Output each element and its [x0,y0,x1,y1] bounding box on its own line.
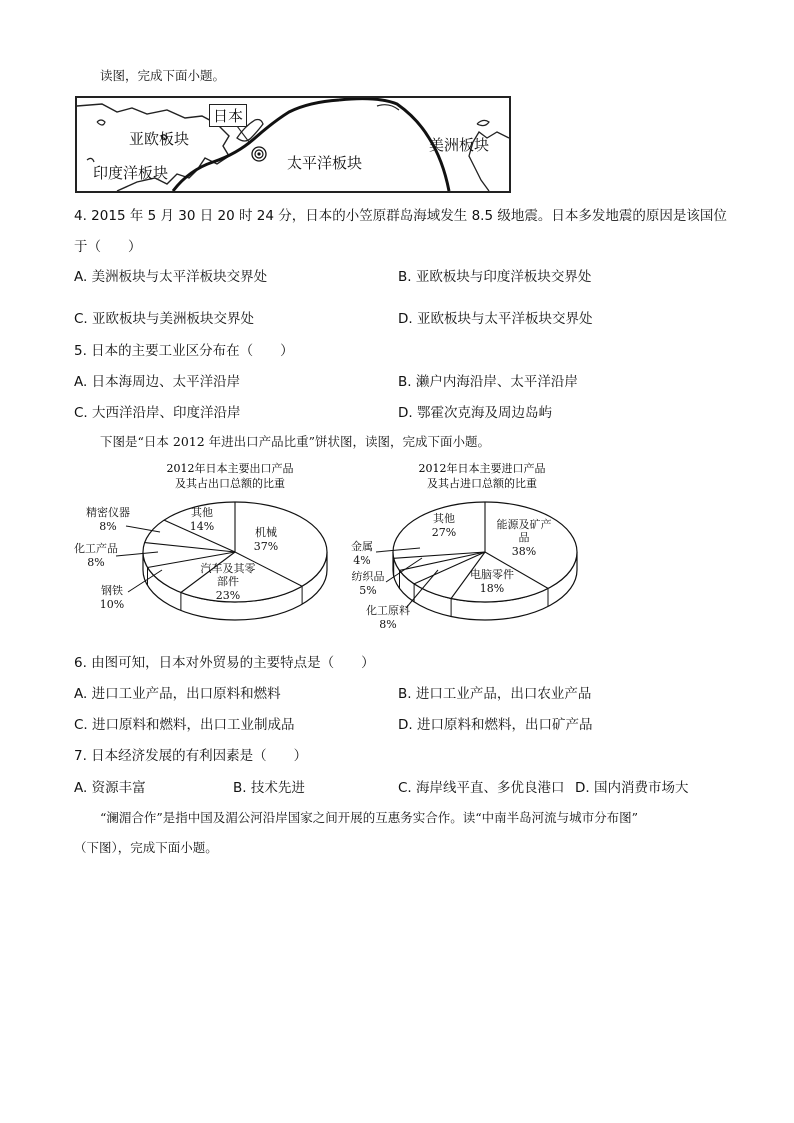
export-pie [143,502,327,620]
export-label-machinery-pct: 37% [253,540,279,553]
import-label-metal-pct: 4% [353,554,371,567]
q5-option-a[interactable]: A. 日本海周边、太平洋沿岸 [74,374,241,390]
import-label-other: 其他 [433,512,455,525]
import-chart-subtitle: 及其占进口总额的比重 [427,477,537,490]
q7-option-d[interactable]: D. 国内消费市场大 [575,780,689,796]
q5-option-b[interactable]: B. 濑户内海沿岸、太平洋沿岸 [398,374,578,390]
q6-option-a[interactable]: A. 进口工业产品，出口原料和燃料 [74,686,281,702]
intro-text-3-line2: （下图），完成下面小题。 [74,840,218,855]
import-label-textile-pct: 5% [359,584,377,597]
import-label-textile: 纺织品 [351,570,385,583]
import-label-energy-2: 品 [518,531,530,544]
export-label-chem: 化工产品 [74,542,118,555]
export-label-auto: 汽车及其零 [200,562,256,575]
q6-option-b[interactable]: B. 进口工业产品，出口农业产品 [398,686,592,702]
import-label-chemraw: 化工原料 [366,604,410,617]
q4-stem-line1: 4. 2015 年 5 月 30 日 20 时 24 分，日本的小笠原群岛海域发生 8.5 级地震。日本多发地震的原因是该国位 [74,208,727,224]
plate-map [75,96,511,193]
intro-text-2: 下图是“日本 2012 年进出口产品比重”饼状图，读图，完成下面小题。 [100,434,491,449]
import-label-energy-pct: 38% [511,545,537,558]
export-label-steel-pct: 10% [99,598,125,611]
q7-option-c[interactable]: C. 海岸线平直、多优良港口 [398,780,565,796]
q4-option-c[interactable]: C. 亚欧板块与美洲板块交界处 [74,311,255,327]
q4-option-a[interactable]: A. 美洲板块与太平洋板块交界处 [74,269,268,285]
q5-stem: 5. 日本的主要工业区分布在（ ） [74,343,294,359]
import-chart-title: 2012年日本主要进口产品 [418,462,546,475]
map-label-japan: 日本 [209,104,247,127]
export-chart-title: 2012年日本主要出口产品 [166,462,294,475]
map-label-indian: 印度洋板块 [93,164,169,182]
plate-boundary-west [173,100,339,191]
intro-text-3-line1: “澜湄合作”是指中国及湄公河沿岸国家之间开展的互惠务实合作。读“中南半岛河流与城市分布图” [100,810,639,825]
export-label-auto-2: 部件 [217,575,239,588]
map-label-america: 美洲板块 [429,136,490,154]
import-label-metal: 金属 [351,540,373,553]
q4-option-b[interactable]: B. 亚欧板块与印度洋板块交界处 [398,269,592,285]
q7-stem: 7. 日本经济发展的有利因素是（ ） [74,748,308,764]
q6-stem: 6. 由图可知，日本对外贸易的主要特点是（ ） [74,655,375,671]
export-label-precision-pct: 8% [99,520,117,533]
pie-charts [60,452,600,642]
import-label-chemraw-pct: 8% [379,618,397,631]
intro-text-1: 读图，完成下面小题。 [100,68,226,83]
island-outline [97,120,105,125]
epicenter-icon-dot [257,152,260,155]
q7-option-b[interactable]: B. 技术先进 [233,780,305,796]
export-label-other-pct: 14% [189,520,215,533]
q6-option-c[interactable]: C. 进口原料和燃料，出口工业制成品 [74,717,295,733]
q4-option-d[interactable]: D. 亚欧板块与太平洋板块交界处 [398,311,593,327]
map-label-eurasia: 亚欧板块 [129,130,190,148]
import-label-computer-pct: 18% [479,582,505,595]
export-label-other: 其他 [191,506,213,519]
q7-option-a[interactable]: A. 资源丰富 [74,780,146,796]
import-label-energy: 能源及矿产 [496,518,552,531]
import-label-other-pct: 27% [431,526,457,539]
q4-stem-line2: 于（ ） [74,239,142,255]
export-label-steel: 钢铁 [101,584,123,597]
export-label-chem-pct: 8% [87,556,105,569]
aleutian-arc [377,105,399,110]
map-label-pacific: 太平洋板块 [287,154,363,172]
import-label-computer: 电脑零件 [470,568,514,581]
export-label-precision: 精密仪器 [86,506,130,519]
export-label-auto-pct: 23% [215,589,241,602]
export-chart-subtitle: 及其占出口总额的比重 [175,477,285,490]
q5-option-d[interactable]: D. 鄂霍次克海及周边岛屿 [398,405,552,421]
island-outline [477,120,489,125]
export-label-machinery: 机械 [255,526,277,539]
q6-option-d[interactable]: D. 进口原料和燃料，出口矿产品 [398,717,593,733]
q5-option-c[interactable]: C. 大西洋沿岸、印度洋沿岸 [74,405,241,421]
